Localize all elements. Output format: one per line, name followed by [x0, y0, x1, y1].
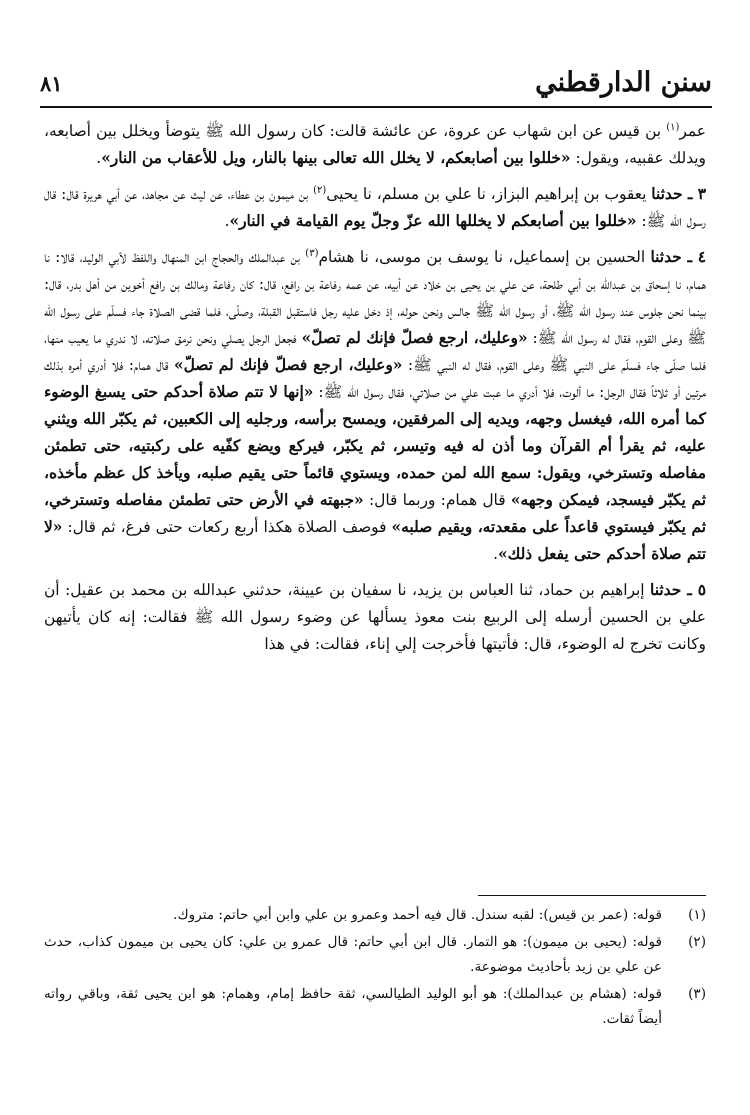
footnote-number: (٢): [688, 934, 706, 950]
bold-text: «خللوا بين أصابعكم، لا يخلل الله تعالى بينها بالنار، ويل للأعقاب من النار»: [101, 149, 571, 167]
text-run: بن ميمون بن عطاء، عن ليث عن مجاهد، عن أبي هريرة قال: قال رسول الله ﷺ:: [44, 185, 706, 230]
text-run: .: [96, 149, 102, 167]
footnote-text: قوله: (يحيى بن ميمون): هو التمار. قال ابن أبي حاتم: قال عمرو بن علي: كان يحيى بن ميمون كذاب، حدث عن علي بن زيد بأحاديث موضوعة.: [44, 934, 662, 975]
footnote: [44, 903, 706, 928]
bold-text: ٥ ـ حدثنا: [650, 581, 706, 599]
footnote-marker: (٣): [305, 247, 319, 259]
page-header: [40, 66, 712, 108]
text-run: فجعل الرجل يصلي ونحن نرمق صلاته، لا ندري ما يعيب منها، فلما صلّى جاء فسلّم على النبي ﷺ وعلى القوم، فقال له النبي ﷺ:: [44, 329, 706, 374]
bold-text: ٤ ـ حدثنا: [650, 248, 707, 266]
header-divider: [40, 106, 712, 108]
footnote-divider: [478, 895, 706, 896]
footnote-number: (٣): [688, 986, 706, 1002]
hadith-paragraph: [44, 577, 706, 658]
main-text: [44, 118, 706, 658]
footnotes: [44, 903, 706, 1034]
text-run: قال همام: وربما قال:: [363, 491, 511, 509]
text-run: عمر: [679, 122, 706, 140]
hadith-paragraph: [44, 118, 706, 172]
text-run: بن عبدالملك والحجاج ابن المنهال واللفظ لأبي الوليد، قالا: نا همام، نا إسحاق بن عبدالله بن أبي طلحة، عن علي بن يحيى بن خلاد عن أبيه، عن عمه رفاعة بن رافع، قال: كان رفاعة ومالك بن رافع أخوين من أهل بدر، قال: بينما نحن جلوس عند رسول الله ﷺ، أو رسول الله ﷺ جالس ونحن حوله، إذ دخل عليه رجل فاستقبل القبلة، وصلّى، فلما قضى الصلاة جاء فسلّم على رسول الله ﷺ وعلى القوم، فقال له رسول الله ﷺ:: [44, 248, 706, 347]
bold-text: «وعليك، ارجع فصلّ فإنك لم تصلّ»: [301, 329, 528, 347]
text-run: .: [493, 545, 499, 563]
text-run: قال همام: فلا أدري أمره بذلك مرتين أو ثلاثاً فقال الرجل: ما ألوت، فلا أدري ما عبت علي من صلاتي، فقال رسول الله ﷺ:: [44, 356, 706, 401]
text-run: إبراهيم بن حماد، ثنا العباس بن يزيد، نا سفيان بن عيينة، حدثني عبدالله بن محمد بن عقيل: أن علي بن الحسين أرسله إلى الربيع بنت معوذ يسألها عن وضوء رسول الله ﷺ فقالت: إنه كان يأتيهن وكانت تخرج له الوضوء، قال: فأتيتها فأخرجت إلي إناء، فقالت: في هذا: [44, 581, 706, 653]
text-run: يعقوب بن إبراهيم البزاز، نا علي بن مسلم، نا يحيى: [326, 185, 652, 203]
text-run: فوصف الصلاة هكذا أربع ركعات حتى فرغ، ثم قال:: [62, 518, 392, 536]
text-run: الحسين بن إسماعيل، نا يوسف بن موسى، نا هشام: [318, 248, 651, 266]
book-title: سنن الدارقطني: [535, 67, 712, 98]
bold-text: «إنها لا تتم صلاة أحدكم حتى يسبغ الوضوء كما أمره الله، فيغسل وجهه، ويديه إلى المرفقين، ويمسح برأسه، ورجليه إلى الكعبين، ثم يكبّر الله ويثني عليه، ثم يقرأ أم القرآن وما أذن له فيه وتيسر، ثم يكبّر، فيركع ويضع كفّيه على ركبتيه، حتى تطمئن مفاصله وتسترخي، ويقول: سمع الله لمن حمده، ويستوي قائماً حتى يقيم صلبه، ويأخذ كل عظم مأخذه، ثم يكبّر فيسجد، فيمكن وجهه»: [44, 383, 706, 509]
footnote: [44, 930, 706, 980]
hadith-paragraph: [44, 244, 706, 568]
text-run: .: [224, 212, 230, 230]
footnote: [44, 982, 706, 1032]
page-number: ٨١: [40, 71, 63, 96]
footnote-text: قوله: (عمر بن قيس): لقبه سندل. قال فيه أحمد وعمرو بن علي وابن أبي حاتم: متروك.: [173, 907, 662, 923]
text-run: بن قيس عن ابن شهاب عن عروة، عن عائشة قالت: كان رسول الله ﷺ يتوضأ ويخلل بين أصابعه، ويدلك عقبيه، ويقول:: [44, 122, 706, 167]
bold-text: «خللوا بين أصابعكم لا يخللها الله عزّ وجلّ يوم القيامة في النار»: [229, 212, 637, 230]
bold-text: ٣ ـ حدثنا: [651, 185, 706, 203]
footnote-marker: (٢): [313, 184, 327, 196]
footnote-number: (١): [688, 907, 706, 923]
footnote-text: قوله: (هشام بن عبدالملك): هو أبو الوليد الطيالسي، ثقة حافظ إمام، وهمام: هو ابن يحيى ثقة، وباقي رواته أيضاً ثقات.: [44, 986, 662, 1027]
bold-text: «وعليك، ارجع فصلّ فإنك لم تصلّ»: [173, 356, 403, 374]
bold-text: «لا تتم صلاة أحدكم حتى يفعل ذلك»: [44, 518, 706, 563]
bold-text: «جبهته في الأرض حتى تطمئن مفاصله وتسترخي، ثم يكبّر فيستوي قاعداً على مقعدته، ويقيم صلبه»: [44, 491, 706, 536]
hadith-paragraph: [44, 181, 706, 235]
footnote-marker: (١): [666, 121, 680, 133]
